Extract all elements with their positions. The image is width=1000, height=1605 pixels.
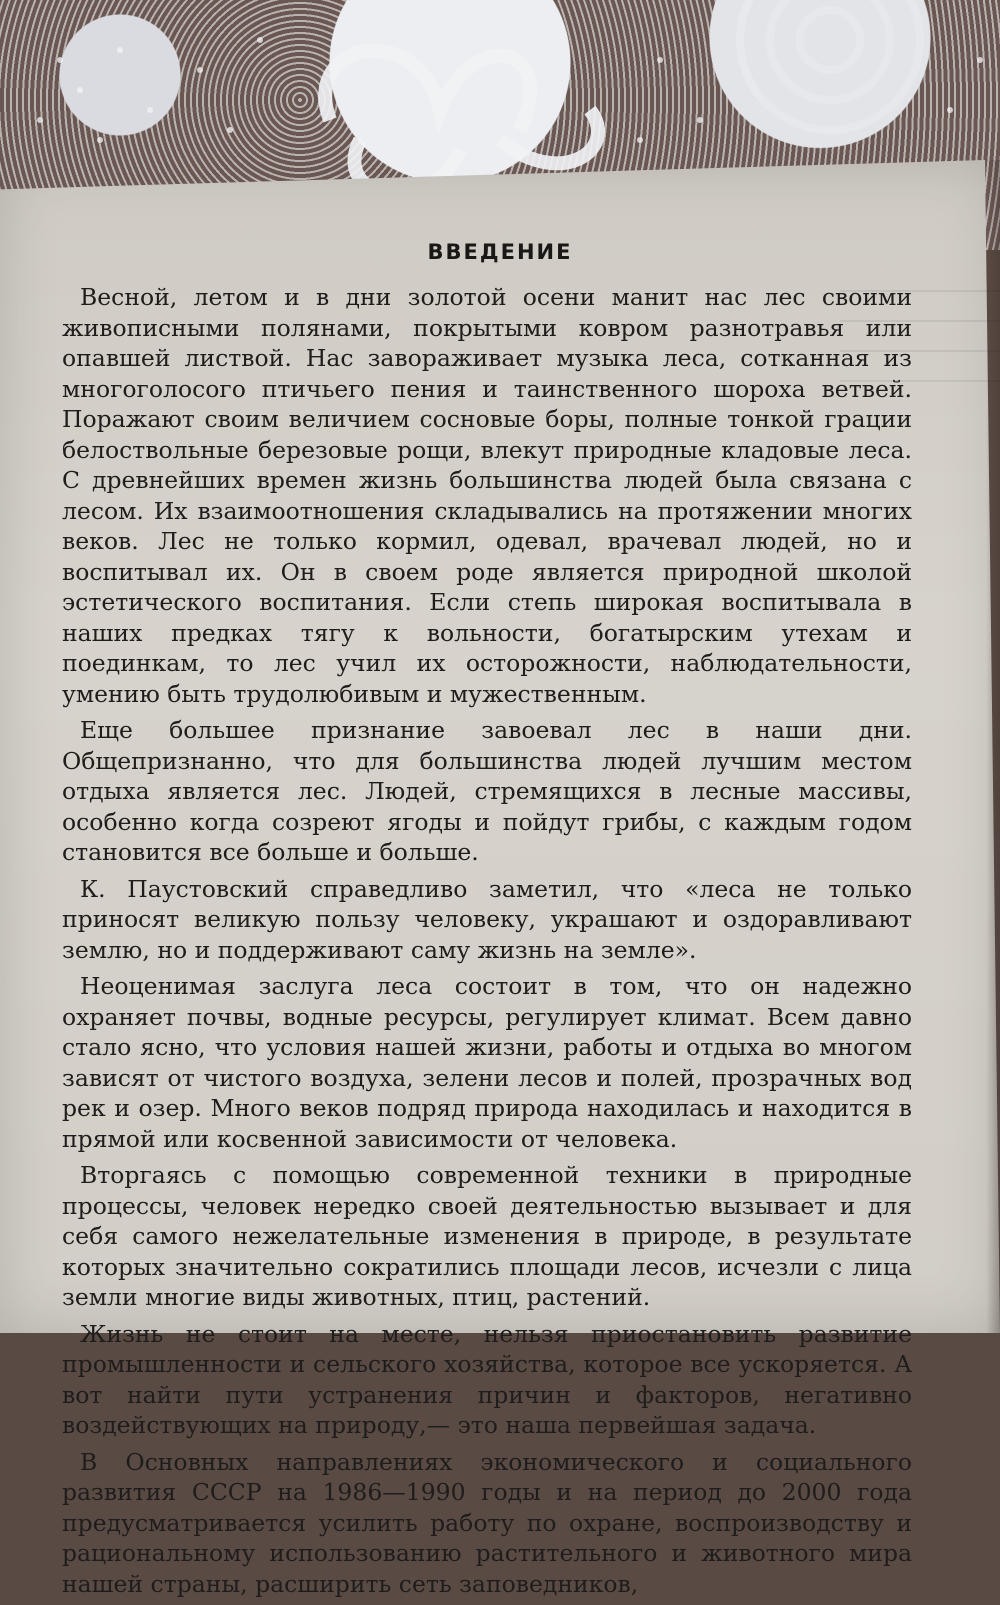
paragraph-4: Неоценимая заслуга леса состоит в том, что он надежно охраняет почвы, водные ресурсы, регулирует климат. Всем давно стало ясно, что условия нашей жизни, работы и отдыха во многом зависят от чистого воздуха, зелени лесов и полей, прозрачных вод рек и озер. Много веков подряд природа находилась и находится в прямой или косвенной зависимости от человека.	[62, 972, 912, 1153]
page-title: ВВЕДЕНИЕ	[427, 240, 573, 264]
body-text	[62, 240, 912, 1605]
paragraph-5: Вторгаясь с помощью современной техники в природные процессы, человек нередко своей деятельностью вызывает и для себя самого нежелательные изменения в природе, в результате которых значительно сократились площади лесов, исчезли с лица земли многие виды животных, птиц, растений.	[62, 1161, 912, 1311]
paragraph-6: Жизнь не стоит на месте, нельзя приостановить развитие промышленности и сельского хозяйства, которое все ускоряется. А вот найти пути устранения причин и факторов, негативно воздействующих на природу,— это наша первейшая задача.	[62, 1319, 912, 1439]
paragraph-3: К. Паустовский справедливо заметил, что «леса не только приносят великую пользу человеку, украшают и оздоравливают землю, но и поддерживают саму жизнь на земле».	[62, 874, 912, 964]
paragraph-1: Весной, летом и в дни золотой осени манит нас лес своими живописными полянами, покрытыми ковром разнотравья или опавшей листвой. Нас завораживает музыка леса, сотканная из многоголосого птичьего пения и таинственного шороха ветвей. Поражают своим величием сосновые боры, полные тонкой грации белоствольные березовые рощи, влекут природные кладовые леса. С древнейших времен жизнь большинства людей была связана с лесом. Их взаимоотношения складывались на протяжении многих веков. Лес не только кормил, одевал, врачевал людей, но и воспитывал их. Он в своем роде является природной школой эстетического воспитания. Если степь широкая воспитывала в наших предках тягу к вольности, богатырским утехам и поединкам, то лес учил их осторожности, наблюдательности, умению быть трудолюбивым и мужественным.	[62, 283, 912, 708]
paragraph-7: В Основных направлениях экономического и социального развития СССР на 1986—1990 годы и на период до 2000 года предусматривается усилить работу по охране, воспроизводству и рациональному использованию растительного и животного мира нашей страны, расширить сеть заповедников,	[62, 1447, 912, 1598]
paragraph-2: Еще большее признание завоевал лес в наши дни. Общепризнанно, что для большинства людей лучшим местом отдыха является лес. Людей, стремящихся в лесные массивы, особенно когда созреют ягоды и пойдут грибы, с каждым годом становится все больше и больше.	[62, 716, 912, 866]
